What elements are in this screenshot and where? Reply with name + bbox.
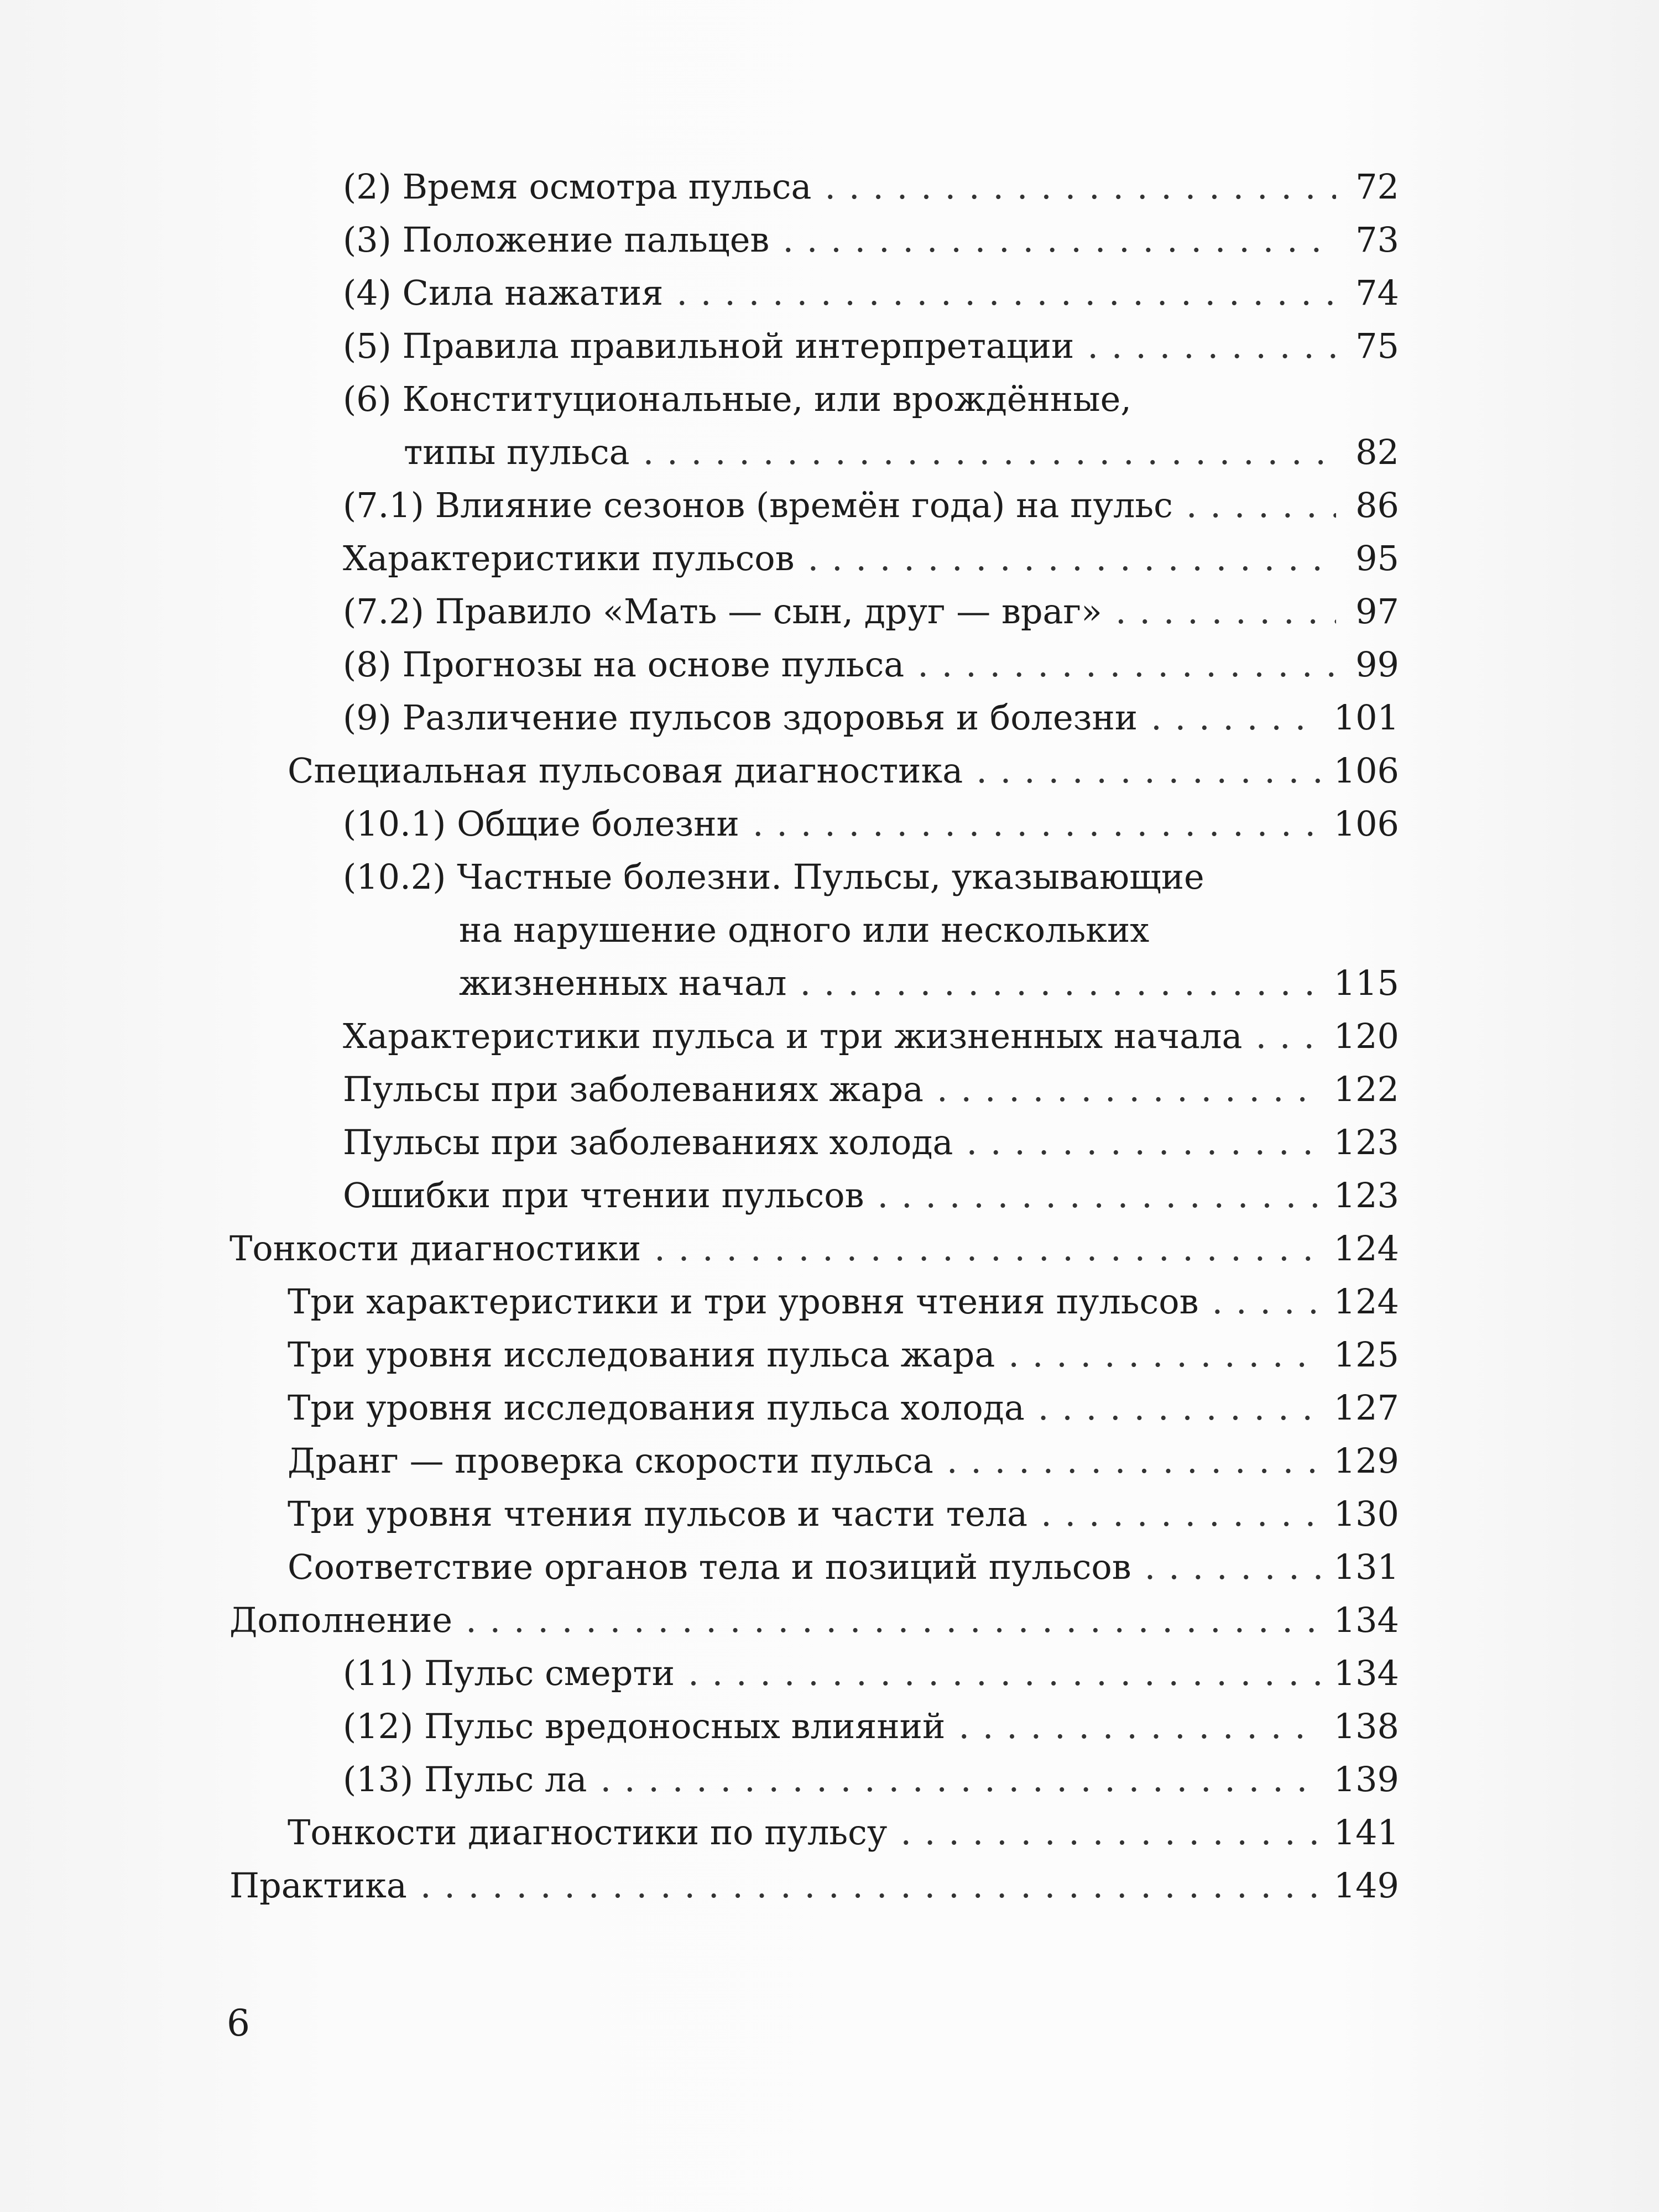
- toc-entry[interactable]: [288, 1434, 1399, 1488]
- dot-leader: [900, 1806, 1320, 1859]
- dot-leader: [643, 426, 1336, 479]
- toc-entry[interactable]: [288, 1381, 1399, 1434]
- toc-entry-title-line: (6) Конституциональные, или врождённые,: [343, 379, 1131, 419]
- toc-entry[interactable]: [288, 1488, 1399, 1541]
- toc-entry[interactable]: [343, 585, 1399, 638]
- toc-entry-title: (8) Прогнозы на основе пульса: [343, 644, 905, 685]
- toc-entry-title-line: на нарушение одного или нескольких: [459, 910, 1150, 950]
- dot-leader: [1186, 479, 1336, 532]
- dot-leader: [1255, 1010, 1320, 1063]
- toc-entry-page: 72: [1355, 166, 1399, 207]
- toc-entry-title: (13) Пульс ла: [343, 1759, 587, 1799]
- toc-entry[interactable]: [288, 1806, 1399, 1859]
- toc-entry-title: Специальная пульсовая диагностика: [288, 750, 963, 791]
- toc-entry[interactable]: [343, 479, 1399, 532]
- toc-entry[interactable]: [343, 1647, 1399, 1700]
- toc-entry-page: 106: [1333, 750, 1399, 791]
- toc-entry[interactable]: [229, 1222, 1399, 1275]
- toc-entry-title: Соответствие органов тела и позиций пульсов: [288, 1547, 1131, 1587]
- toc-entry[interactable]: [404, 426, 1399, 479]
- toc-entry[interactable]: [343, 638, 1399, 691]
- dot-leader: [947, 1434, 1321, 1488]
- toc-entry-page: 97: [1355, 591, 1399, 632]
- toc-entry-title: (9) Различение пульсов здоровья и болезни: [343, 697, 1138, 738]
- toc-entry-title: Пульсы при заболеваниях холода: [343, 1122, 953, 1162]
- toc-entry[interactable]: [343, 213, 1399, 267]
- page-number: 6: [227, 2002, 250, 2044]
- toc-entry-title: (7.2) Правило «Мать — сын, друг — враг»: [343, 591, 1102, 632]
- dot-leader: [676, 267, 1336, 320]
- toc-entry[interactable]: [288, 744, 1399, 797]
- toc-entry-page: 106: [1333, 804, 1399, 844]
- toc-entry-title: Дополнение: [229, 1600, 453, 1640]
- dot-leader: [1087, 320, 1336, 373]
- dot-leader: [466, 1594, 1321, 1647]
- toc-entry[interactable]: [288, 1328, 1399, 1381]
- toc-entry-page: 134: [1333, 1653, 1399, 1693]
- dot-leader: [1008, 1328, 1320, 1381]
- toc-entry-title: типы пульса: [404, 432, 630, 472]
- dot-leader: [1212, 1275, 1320, 1328]
- toc-entry-title: (3) Положение пальцев: [343, 220, 770, 260]
- toc-entry-page: 134: [1333, 1600, 1399, 1640]
- toc-entry[interactable]: [288, 1541, 1399, 1594]
- dot-leader: [1041, 1488, 1321, 1541]
- toc-entry-page: 130: [1333, 1494, 1399, 1534]
- toc-entry-page: 99: [1355, 644, 1399, 685]
- toc-entry-page: 73: [1355, 220, 1399, 260]
- toc-entry-page: 131: [1333, 1547, 1399, 1587]
- dot-leader: [1151, 691, 1321, 744]
- dot-leader: [937, 1063, 1321, 1116]
- toc-entry-page: 125: [1333, 1334, 1399, 1375]
- toc-entry-title: Ошибки при чтении пульсов: [343, 1175, 864, 1215]
- toc-entry-title: Пульсы при заболеваниях жара: [343, 1069, 924, 1109]
- toc-entry-page: 141: [1333, 1812, 1399, 1853]
- toc-entry-page: 123: [1333, 1122, 1399, 1162]
- dot-leader: [600, 1753, 1320, 1806]
- toc-entry[interactable]: [459, 957, 1399, 1010]
- toc-entry-title: Практика: [229, 1865, 407, 1906]
- toc-entry[interactable]: [343, 1700, 1399, 1753]
- toc-entry-page: 75: [1355, 326, 1399, 366]
- toc-entry[interactable]: [343, 1753, 1399, 1806]
- toc-entry-title: Дранг — проверка скорости пульса: [288, 1441, 933, 1481]
- toc-entry-page: 101: [1333, 697, 1399, 738]
- dot-leader: [917, 638, 1336, 691]
- toc-entry-title: (7.1) Влияние сезонов (времён года) на пульс: [343, 485, 1173, 525]
- toc-entry-page: 149: [1333, 1865, 1399, 1906]
- toc-entry-title: (2) Время осмотра пульса: [343, 166, 812, 207]
- toc-entry[interactable]: [343, 160, 1399, 213]
- toc-entry[interactable]: [343, 1169, 1399, 1222]
- dot-leader: [654, 1222, 1321, 1275]
- toc-entry-page: 95: [1355, 538, 1399, 578]
- dot-leader: [800, 957, 1320, 1010]
- toc-entry-title: Характеристики пульса и три жизненных начала: [343, 1016, 1243, 1056]
- toc-entry-page: 115: [1333, 963, 1399, 1003]
- toc-entry[interactable]: [343, 797, 1399, 851]
- toc-entry-title: Тонкости диагностики по пульсу: [288, 1812, 888, 1853]
- dot-leader: [420, 1859, 1321, 1912]
- toc-entry-title: Три уровня чтения пульсов и части тела: [288, 1494, 1028, 1534]
- toc-entry-title-line: (10.2) Частные болезни. Пульсы, указывающие: [343, 857, 1204, 897]
- dot-leader: [976, 744, 1320, 797]
- toc-entry-page: 139: [1333, 1759, 1399, 1799]
- toc-entry-page: 86: [1355, 485, 1399, 525]
- toc-entry-title: (5) Правила правильной интерпретации: [343, 326, 1074, 366]
- toc-entry-title: (10.1) Общие болезни: [343, 804, 739, 844]
- toc-entry[interactable]: [229, 1859, 1399, 1912]
- toc-entry[interactable]: [343, 267, 1399, 320]
- dot-leader: [688, 1647, 1321, 1700]
- dot-leader: [958, 1700, 1320, 1753]
- dot-leader: [825, 160, 1336, 213]
- toc-entry[interactable]: [343, 691, 1399, 744]
- toc-entry-page: 122: [1333, 1069, 1399, 1109]
- toc-entry-title: (11) Пульс смерти: [343, 1653, 675, 1693]
- toc-entry-page: 120: [1333, 1016, 1399, 1056]
- toc-entry[interactable]: [343, 1063, 1399, 1116]
- toc-entry-title: (4) Сила нажатия: [343, 273, 664, 313]
- toc-entry-title: Три характеристики и три уровня чтения пульсов: [288, 1281, 1199, 1322]
- toc-entry-page: 82: [1355, 432, 1399, 472]
- toc-entry[interactable]: [343, 1116, 1399, 1169]
- toc-entry[interactable]: [343, 320, 1399, 373]
- toc-entry[interactable]: [343, 532, 1399, 585]
- dot-leader: [966, 1116, 1320, 1169]
- toc-entry[interactable]: [343, 1010, 1399, 1063]
- toc-entry[interactable]: [288, 1275, 1399, 1328]
- dot-leader: [782, 213, 1336, 267]
- toc-entry-page: 124: [1333, 1228, 1399, 1269]
- toc-entry-title: (12) Пульс вредоносных влияний: [343, 1706, 946, 1746]
- toc-entry-page: 127: [1333, 1387, 1399, 1428]
- toc-entry-page: 138: [1333, 1706, 1399, 1746]
- toc-entry[interactable]: [229, 1594, 1399, 1647]
- toc-entry-page: 129: [1333, 1441, 1399, 1481]
- toc-entry-title: Характеристики пульсов: [343, 538, 795, 578]
- dot-leader: [878, 1169, 1321, 1222]
- toc-entry-page: 124: [1333, 1281, 1399, 1322]
- dot-leader: [1115, 585, 1336, 638]
- dot-leader: [808, 532, 1336, 585]
- toc-entry-page: 74: [1355, 273, 1399, 313]
- toc-entry-title: Три уровня исследования пульса жара: [288, 1334, 995, 1375]
- toc-entry-title: Три уровня исследования пульса холода: [288, 1387, 1025, 1428]
- dot-leader: [1145, 1541, 1321, 1594]
- dot-leader: [1038, 1381, 1321, 1434]
- toc-entry-title: Тонкости диагностики: [229, 1228, 641, 1269]
- toc-entry-title: жизненных начал: [459, 963, 787, 1003]
- dot-leader: [753, 797, 1321, 851]
- toc-entry-page: 123: [1333, 1175, 1399, 1215]
